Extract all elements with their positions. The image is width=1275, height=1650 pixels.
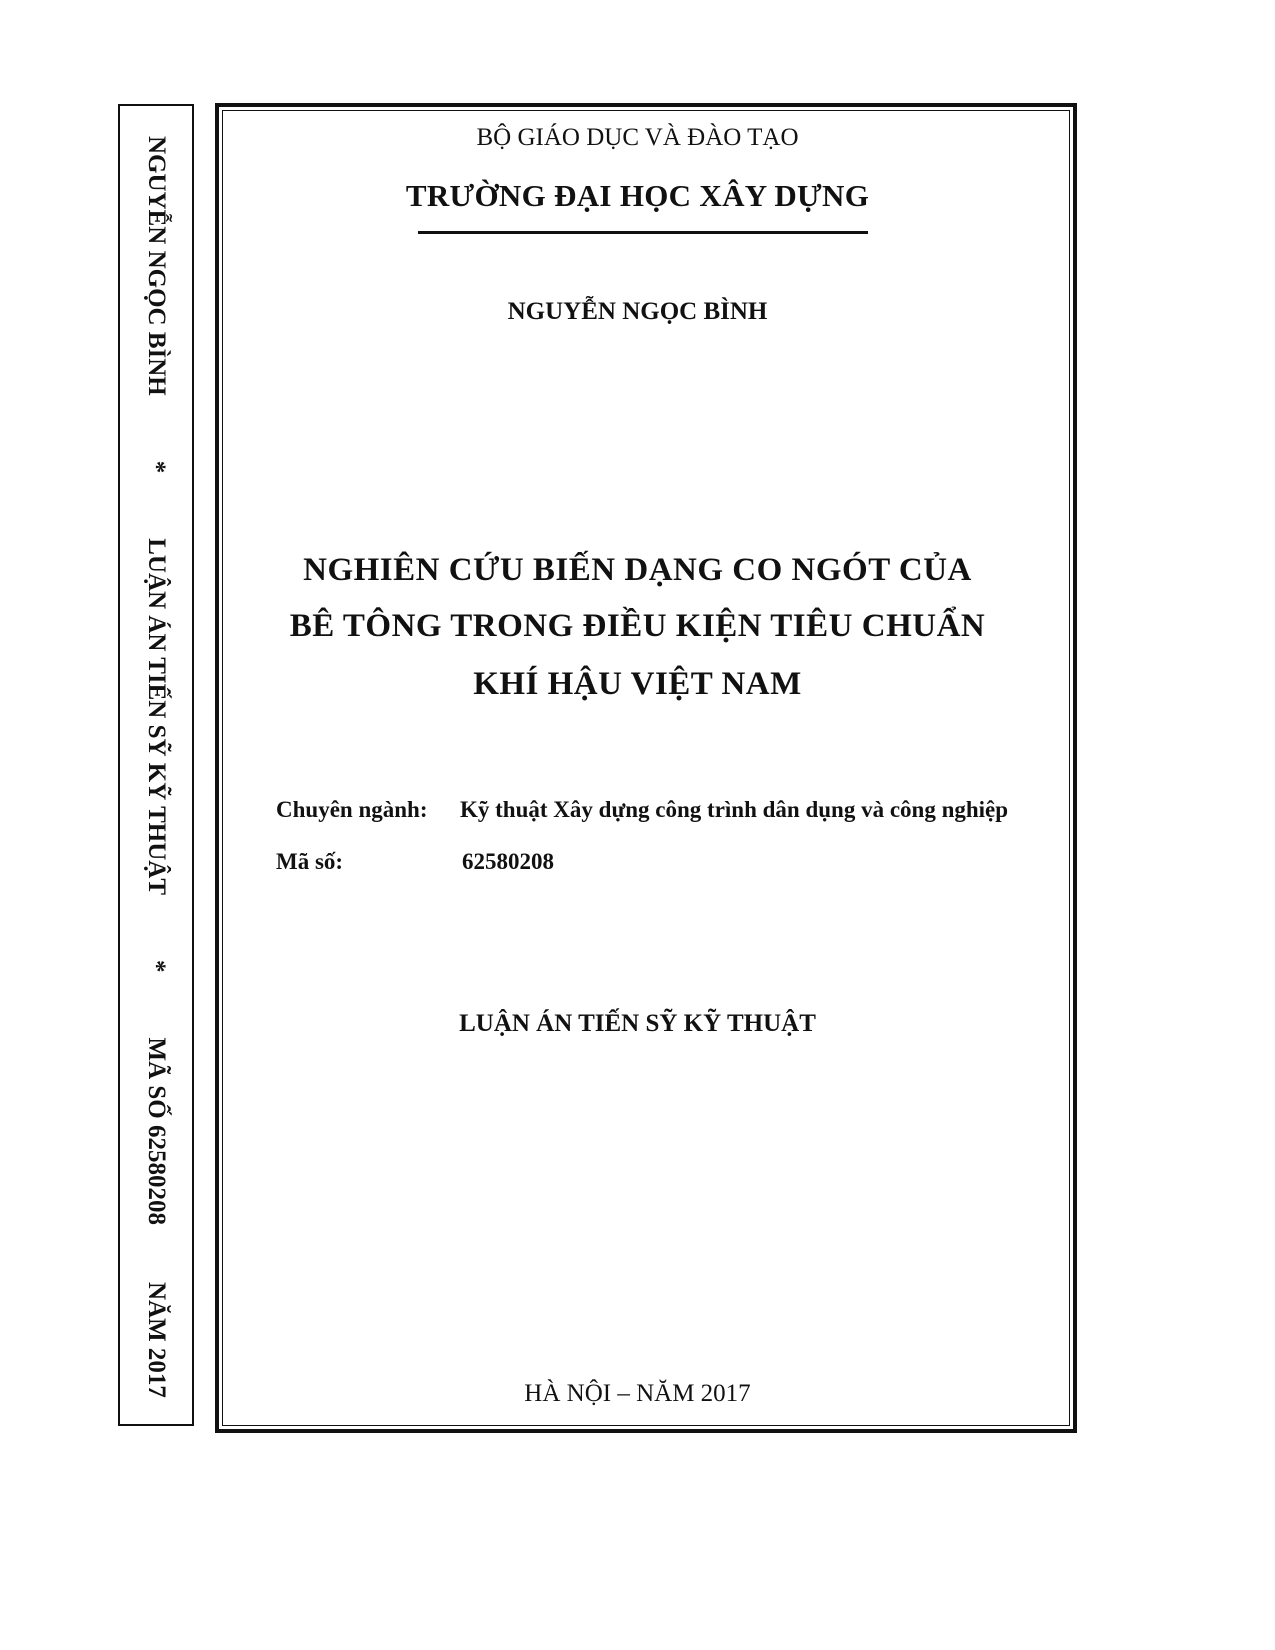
ministry-name: BỘ GIÁO DỤC VÀ ĐÀO TẠO	[476, 124, 799, 151]
major-value: Kỹ thuật Xây dựng công trình dân dụng và công nghiệp	[460, 797, 1009, 822]
thesis-title-line-3: KHÍ HẬU VIỆT NAM	[473, 666, 802, 702]
university-underline	[418, 231, 868, 234]
thesis-title-line-1: NGHIÊN CỨU BIẾN DẠNG CO NGÓT CỦA	[303, 552, 972, 588]
spine-separator-2: *	[143, 960, 170, 973]
code-label: Mã số:	[276, 849, 344, 874]
place-and-year: HÀ NỘI – NĂM 2017	[524, 1380, 751, 1407]
spine-author: NGUYỄN NGỌC BÌNH	[143, 136, 170, 396]
spine-separator-1: *	[143, 460, 170, 474]
spine-code: MÃ SỐ 62580208	[143, 1037, 170, 1225]
author-name: NGUYỄN NGỌC BÌNH	[507, 298, 768, 325]
university-name: TRƯỜNG ĐẠI HỌC XÂY DỰNG	[405, 178, 870, 213]
spine-degree: LUẬN ÁN TIẾN SỸ KỸ THUẬT	[143, 538, 170, 896]
code-value: 62580208	[462, 849, 554, 874]
degree-title: LUẬN ÁN TIẾN SỸ KỸ THUẬT	[459, 1010, 816, 1037]
thesis-title-line-2: BÊ TÔNG TRONG ĐIỀU KIỆN TIÊU CHUẨN	[289, 608, 986, 644]
major-label: Chuyên ngành:	[276, 797, 428, 822]
spine-year: NĂM 2017	[143, 1281, 170, 1398]
